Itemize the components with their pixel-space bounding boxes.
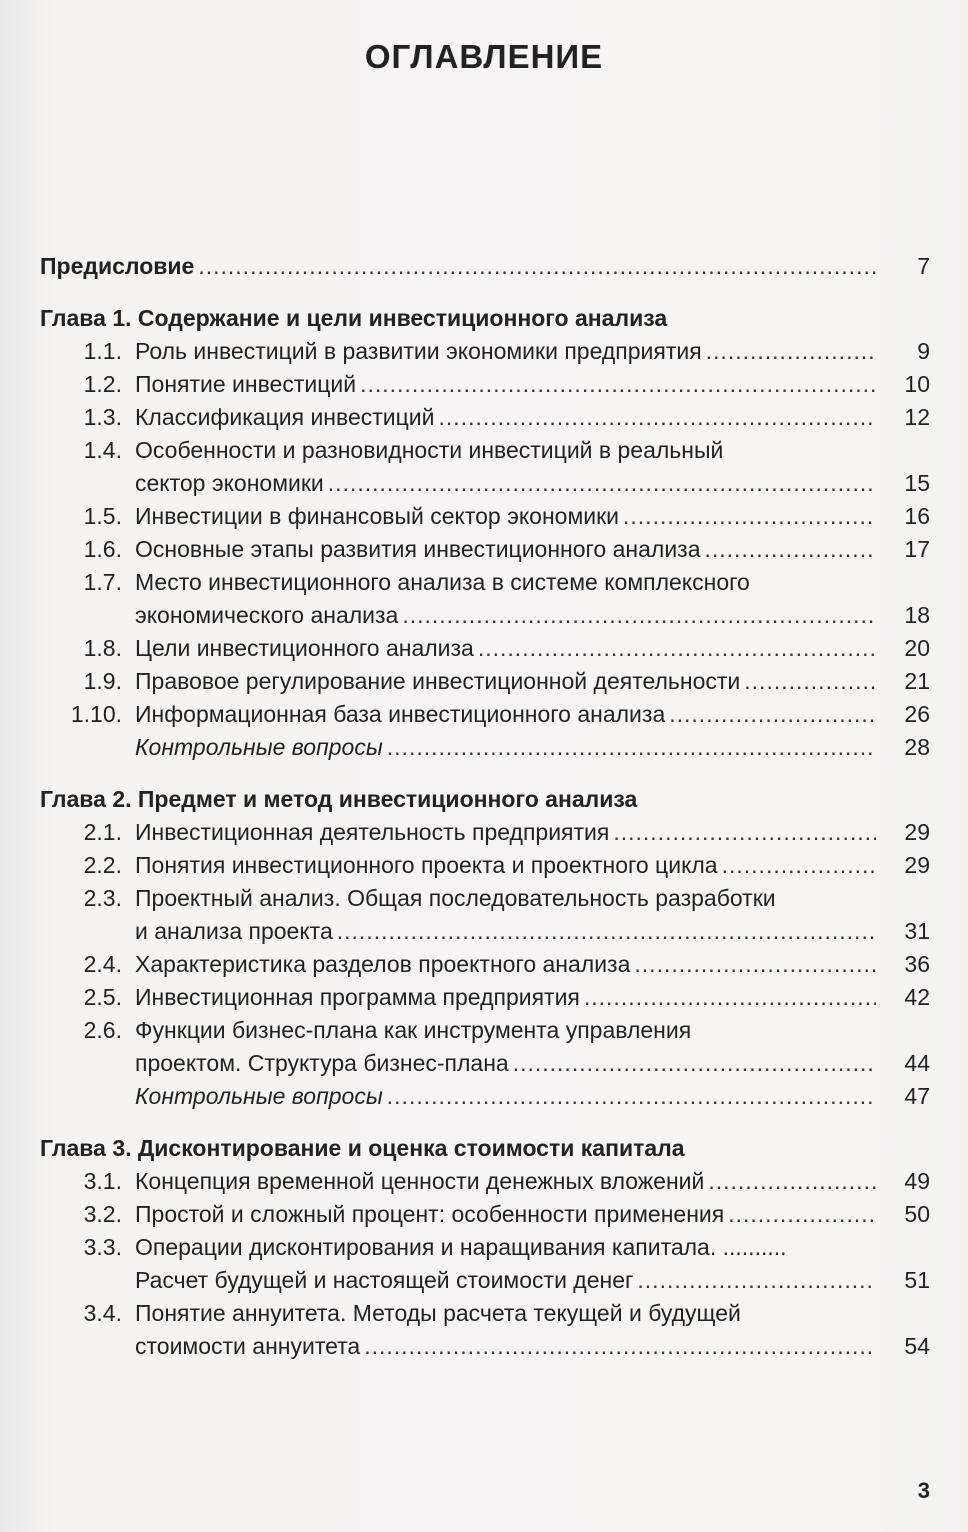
toc-chapter-heading: Глава 2. Предмет и метод инвестиционного анализа xyxy=(40,786,638,812)
page-number: 3 xyxy=(917,1478,930,1503)
toc-leader xyxy=(387,731,876,764)
toc-entry xyxy=(40,1165,930,1198)
toc-leader xyxy=(198,250,876,283)
toc-entry xyxy=(40,816,930,849)
toc-entry xyxy=(40,632,930,665)
toc-entry-number: 1.4. xyxy=(83,437,122,463)
toc-entry-number: 3.1. xyxy=(83,1168,122,1194)
toc-entry-number: 3.3. xyxy=(83,1234,122,1260)
toc-entry xyxy=(40,981,930,1014)
toc-entry-number: 2.1. xyxy=(83,819,122,845)
toc-page-number: 18 xyxy=(904,602,930,628)
toc-leader xyxy=(513,1047,876,1080)
toc-page-number: 42 xyxy=(904,984,930,1010)
toc-leader xyxy=(634,948,876,981)
toc-leader xyxy=(337,915,876,948)
toc-review-questions: Контрольные вопросы xyxy=(135,734,383,760)
toc-entry xyxy=(40,1014,930,1080)
toc-entry-title: Концепция временной ценности денежных вложений xyxy=(135,1168,705,1194)
toc-entry xyxy=(40,731,930,764)
toc-chapter-heading: Глава 3. Дисконтирование и оценка стоимости капитала xyxy=(40,1135,685,1161)
toc-leader xyxy=(364,1330,876,1363)
toc-entry xyxy=(40,500,930,533)
toc-entry-title: Информационная база инвестиционного анализа xyxy=(135,701,666,727)
toc-page-number: 7 xyxy=(917,253,930,279)
toc-entry-number: 1.9. xyxy=(83,668,122,694)
toc-leader xyxy=(706,335,876,368)
toc-entry-title: Понятие инвестиций xyxy=(135,371,357,397)
toc-leader xyxy=(705,533,877,566)
toc-entry-number: 1.5. xyxy=(83,503,122,529)
toc-entry xyxy=(40,665,930,698)
toc-page-number: 21 xyxy=(904,668,930,694)
toc-entry xyxy=(40,882,930,948)
toc-entry-title: и анализа проекта xyxy=(135,918,333,944)
toc-entry-number: 3.2. xyxy=(83,1201,122,1227)
toc-preface xyxy=(40,250,930,283)
toc-leader xyxy=(328,467,876,500)
toc-leader xyxy=(360,368,876,401)
toc-page-number: 51 xyxy=(904,1267,930,1293)
toc-entry-number: 3.4. xyxy=(83,1300,122,1326)
toc-page-number: 50 xyxy=(904,1201,930,1227)
toc-entry-title: Инвестиционная деятельность предприятия xyxy=(135,819,610,845)
toc-entry xyxy=(40,533,930,566)
toc-entry xyxy=(40,335,930,368)
toc-entry-number: 1.10. xyxy=(70,701,122,727)
toc-entry-title: Инвестиционная программа предприятия xyxy=(135,984,580,1010)
toc-page-number: 9 xyxy=(917,338,930,364)
toc-leader xyxy=(439,401,876,434)
toc-entry-title-line: Функции бизнес-плана как инструмента управления xyxy=(135,1017,692,1043)
toc-entry xyxy=(40,948,930,981)
toc-page-number: 47 xyxy=(904,1083,930,1109)
page-title: ОГЛАВЛЕНИЕ xyxy=(364,38,604,75)
toc-entry-number: 2.5. xyxy=(83,984,122,1010)
toc-leader xyxy=(387,1080,876,1113)
toc-page-number: 29 xyxy=(904,819,930,845)
toc-leader xyxy=(584,981,876,1014)
toc-entry-number: 1.3. xyxy=(83,404,122,430)
toc-entry-number: 1.2. xyxy=(83,371,122,397)
toc-entry-title: стоимости аннуитета xyxy=(135,1333,361,1359)
toc-entry xyxy=(40,698,930,731)
toc-leader xyxy=(744,665,876,698)
toc-entry-title: Цели инвестиционного анализа xyxy=(135,635,474,661)
toc-page-number: 49 xyxy=(904,1168,930,1194)
toc-entry-title: Правовое регулирование инвестиционной деятельности xyxy=(135,668,741,694)
toc-entry-title-line: Проектный анализ. Общая последовательность разработки xyxy=(135,885,776,911)
toc-entry xyxy=(40,434,930,500)
toc-entry-title: экономического анализа xyxy=(135,602,399,628)
toc-entry-number: 1.6. xyxy=(83,536,122,562)
toc-leader xyxy=(637,1264,876,1297)
toc-entry xyxy=(40,1231,930,1297)
toc-preface-label: Предисловие xyxy=(40,253,195,279)
toc-entry-title: Простой и сложный процент: особенности применения xyxy=(135,1201,725,1227)
toc-page-number: 12 xyxy=(904,404,930,430)
toc-entry-number: 2.2. xyxy=(83,852,122,878)
toc-page-number: 36 xyxy=(904,951,930,977)
toc-page-number: 29 xyxy=(904,852,930,878)
toc-entry-title: сектор экономики xyxy=(135,470,324,496)
toc-page-number: 31 xyxy=(904,918,930,944)
toc-entry-number: 1.1. xyxy=(83,338,122,364)
toc-leader xyxy=(402,599,876,632)
toc-entry xyxy=(40,1198,930,1231)
toc-entry-title: Роль инвестиций в развитии экономики предприятия xyxy=(135,338,702,364)
toc-leader xyxy=(728,1198,876,1231)
toc-entry-number: 2.6. xyxy=(83,1017,122,1043)
table-of-contents xyxy=(40,250,930,1363)
toc-page-number: 15 xyxy=(904,470,930,496)
toc-entry-number: 1.7. xyxy=(83,569,122,595)
toc-entry xyxy=(40,1297,930,1363)
toc-review-questions: Контрольные вопросы xyxy=(135,1083,383,1109)
toc-leader xyxy=(722,849,876,882)
toc-entry-title: Классификация инвестиций xyxy=(135,404,435,430)
toc-entry-title: Понятия инвестиционного проекта и проектного цикла xyxy=(135,852,718,878)
toc-entry-number: 2.4. xyxy=(83,951,122,977)
toc-entry-title-line: Операции дисконтирования и наращивания капитала. .......... xyxy=(135,1234,787,1260)
toc-leader xyxy=(478,632,876,665)
toc-page-number: 28 xyxy=(904,734,930,760)
toc-page-number: 10 xyxy=(904,371,930,397)
toc-entry-title-line: Особенности и разновидности инвестиций в реальный xyxy=(135,437,724,463)
toc-leader xyxy=(669,698,876,731)
toc-entry xyxy=(40,401,930,434)
toc-entry-title: Характеристика разделов проектного анализа xyxy=(135,951,631,977)
toc-page-number: 17 xyxy=(904,536,930,562)
toc-page-number: 54 xyxy=(904,1333,930,1359)
toc-page-number: 20 xyxy=(904,635,930,661)
toc-entry xyxy=(40,1080,930,1113)
toc-entry-title: Расчет будущей и настоящей стоимости денег xyxy=(135,1267,634,1293)
toc-entry-title-line: Понятие аннуитета. Методы расчета текущей и будущей xyxy=(135,1300,741,1326)
toc-entry-number: 2.3. xyxy=(83,885,122,911)
toc-leader xyxy=(708,1165,876,1198)
toc-page-number: 44 xyxy=(904,1050,930,1076)
toc-leader xyxy=(623,500,876,533)
toc-entry-title: проектом. Структура бизнес-плана xyxy=(135,1050,509,1076)
toc-entry-number: 1.8. xyxy=(83,635,122,661)
toc-entry xyxy=(40,566,930,632)
toc-entry xyxy=(40,849,930,882)
toc-entry-title: Инвестиции в финансовый сектор экономики xyxy=(135,503,620,529)
toc-leader xyxy=(613,816,876,849)
toc-entry xyxy=(40,368,930,401)
toc-page-number: 16 xyxy=(904,503,930,529)
toc-entry-title: Основные этапы развития инвестиционного анализа xyxy=(135,536,701,562)
toc-entry-title-line: Место инвестиционного анализа в системе комплексного xyxy=(135,569,750,595)
toc-page-number: 26 xyxy=(904,701,930,727)
toc-chapter-heading: Глава 1. Содержание и цели инвестиционного анализа xyxy=(40,305,668,331)
